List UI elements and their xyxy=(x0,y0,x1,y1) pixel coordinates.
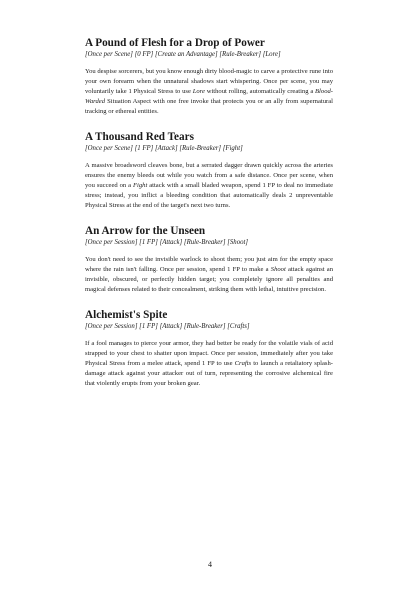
body-text: You don't need to see the invisible warlock to shoot them; you just aim for the empty space where the rain isn't falling. Once per session, spend 1 FP to make a xyxy=(85,256,333,273)
entry-tags: [Once per Session] [1 FP] [Attack] [Rule-Breaker] [Shoot] xyxy=(85,239,249,246)
body-text: attack with a small bladed weapon, spend 1 FP to deal no immediate stress; instead, you inflict a bleeding condition that automatically deals 2 unpreventable Physical Stress at the end of the target's next two turns. xyxy=(85,182,334,209)
entry-alchemists-spite xyxy=(85,309,333,389)
entry-body xyxy=(85,161,333,211)
entry-tags: [Once per Scene] [0 FP] [Create an Advantage] [Rule-Breaker] [Lore] xyxy=(85,51,281,58)
skill-name: Lore xyxy=(192,88,205,95)
entry-pound-of-flesh xyxy=(85,37,333,117)
entry-title: An Arrow for the Unseen xyxy=(85,225,206,237)
entry-thousand-red-tears xyxy=(85,131,333,211)
body-text: If a fool manages to pierce your armor, they had better be ready for the volatile vials of acid strapped to your chest to shatter upon impact. Once per session, immediately after you take Physical Stress from a melee attack, spend 1 FP to use xyxy=(85,340,333,367)
body-text: Situation Aspect with one free invoke that protects you or an ally from supernatural tracking or ethereal entities. xyxy=(85,98,333,115)
entry-tags: [Once per Session] [1 FP] [Attack] [Rule-Breaker] [Crafts] xyxy=(85,323,250,330)
entry-body xyxy=(85,67,333,117)
body-text: to launch a retaliatory splash-damage attack against your attacker out of turn, representing the corrosive alchemical fire that violently erupts from your broken gear. xyxy=(85,360,333,387)
body-text: without rolling, automatically creating a xyxy=(204,88,316,95)
body-text: You despise sorcerers, but you know enough dirty blood-magic to carve a protective rune into your own forearm when the unnatural shadows start whispering. Once per scene, you may voluntarily take 1 Physical Stress to use xyxy=(85,68,333,95)
entry-tags: [Once per Scene] [1 FP] [Attack] [Rule-Breaker] [Fight] xyxy=(85,145,243,152)
entry-title: Alchemist's Spite xyxy=(85,309,168,321)
skill-name: Fight xyxy=(132,182,148,189)
entry-title: A Thousand Red Tears xyxy=(85,131,194,143)
aspect-name: Blood-Warded xyxy=(85,88,333,105)
content-column xyxy=(85,37,333,389)
skill-name: Shoot xyxy=(270,266,286,273)
body-text: A massive broadsword cleaves bone, but a serrated dagger drawn quickly across the arteries ensures the enemy bleeds out while you watch from a safe distance. Once per scene, when you succeed on a xyxy=(85,162,333,189)
skill-name: Crafts xyxy=(234,360,252,367)
body-text: attack against an invisible, obscured, or perfectly hidden target; you completely ignore all penalties and magical defenses related to their concealment, striking them with lethal, intuitive precision. xyxy=(85,266,334,293)
entry-body xyxy=(85,339,333,389)
page-number: 4 xyxy=(208,560,212,569)
entry-arrow-for-the-unseen xyxy=(85,225,333,295)
entry-body xyxy=(85,255,333,295)
entry-title: A Pound of Flesh for a Drop of Power xyxy=(85,37,265,49)
